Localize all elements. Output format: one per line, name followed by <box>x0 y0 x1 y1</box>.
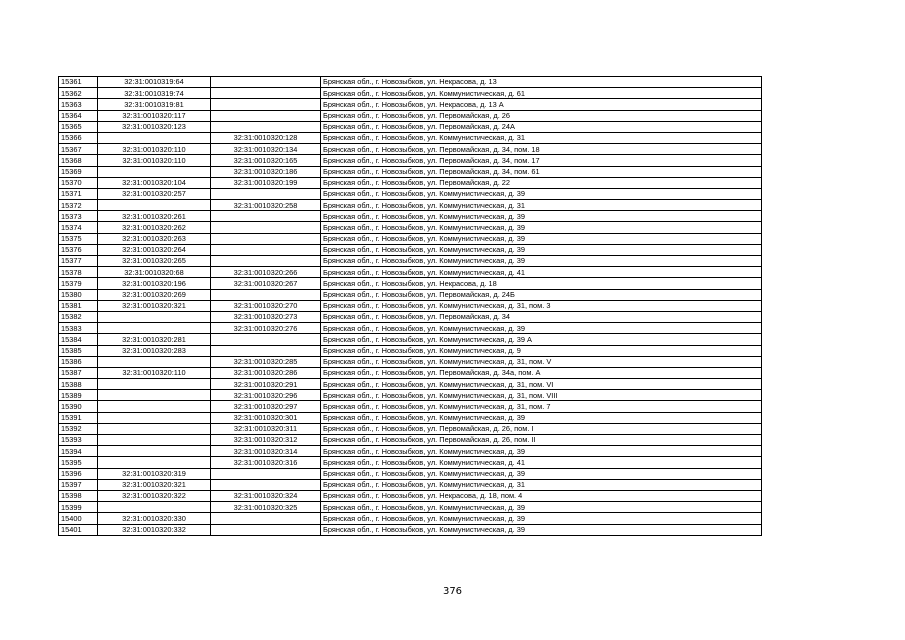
table-row <box>59 412 762 423</box>
row-number-cell: 15374 <box>59 222 98 233</box>
table-row <box>59 110 762 121</box>
row-number-cell: 15365 <box>59 121 98 132</box>
cadastral-number-cell <box>211 345 321 356</box>
table-row <box>59 289 762 300</box>
row-number-cell: 15386 <box>59 356 98 367</box>
address-cell: Брянская обл., г. Новозыбков, ул. Первомайская, д. 34, пом. 18 <box>321 144 762 155</box>
address-cell: Брянская обл., г. Новозыбков, ул. Первомайская, д. 26 <box>321 110 762 121</box>
address-cell: Брянская обл., г. Новозыбков, ул. Первомайская, д. 26, пом. II <box>321 435 762 446</box>
row-number-cell: 15381 <box>59 300 98 311</box>
row-number-cell: 15396 <box>59 468 98 479</box>
address-cell: Брянская обл., г. Новозыбков, ул. Некрасова, д. 13 <box>321 77 762 88</box>
table-row <box>59 513 762 524</box>
address-cell: Брянская обл., г. Новозыбков, ул. Коммунистическая, д. 41 <box>321 267 762 278</box>
row-number-cell: 15395 <box>59 457 98 468</box>
row-number-cell: 15363 <box>59 99 98 110</box>
parent-cadastral-number-cell: 32:31:0010320:332 <box>98 524 211 535</box>
address-cell: Брянская обл., г. Новозыбков, ул. Коммунистическая, д. 39 <box>321 256 762 267</box>
parent-cadastral-number-cell <box>98 412 211 423</box>
parent-cadastral-number-cell <box>98 132 211 143</box>
address-cell: Брянская обл., г. Новозыбков, ул. Коммунистическая, д. 61 <box>321 88 762 99</box>
parent-cadastral-number-cell: 32:31:0010320:261 <box>98 211 211 222</box>
page-number: 376 <box>442 586 463 597</box>
cadastral-number-cell: 32:31:0010320:311 <box>211 423 321 434</box>
address-cell: Брянская обл., г. Новозыбков, ул. Некрасова, д. 18 <box>321 278 762 289</box>
table-row <box>59 188 762 199</box>
parent-cadastral-number-cell: 32:31:0010320:196 <box>98 278 211 289</box>
parent-cadastral-number-cell: 32:31:0010320:281 <box>98 334 211 345</box>
address-cell: Брянская обл., г. Новозыбков, ул. Первомайская, д. 24А <box>321 121 762 132</box>
parent-cadastral-number-cell: 32:31:0010320:321 <box>98 479 211 490</box>
table-row <box>59 222 762 233</box>
address-cell: Брянская обл., г. Новозыбков, ул. Коммунистическая, д. 39 <box>321 211 762 222</box>
table-row <box>59 490 762 501</box>
address-cell: Брянская обл., г. Новозыбков, ул. Коммунистическая, д. 9 <box>321 345 762 356</box>
row-number-cell: 15388 <box>59 379 98 390</box>
row-number-cell: 15361 <box>59 77 98 88</box>
row-number-cell: 15398 <box>59 490 98 501</box>
cadastral-number-cell: 32:31:0010320:273 <box>211 311 321 322</box>
table-row <box>59 379 762 390</box>
table-row <box>59 502 762 513</box>
table-row <box>59 177 762 188</box>
table-row <box>59 300 762 311</box>
table-row <box>59 435 762 446</box>
row-number-cell: 15371 <box>59 188 98 199</box>
cadastral-number-cell: 32:31:0010320:258 <box>211 200 321 211</box>
table-row <box>59 423 762 434</box>
parent-cadastral-number-cell: 32:31:0010320:104 <box>98 177 211 188</box>
cadastral-number-cell: 32:31:0010320:128 <box>211 132 321 143</box>
parent-cadastral-number-cell: 32:31:0010320:269 <box>98 289 211 300</box>
cadastral-number-cell <box>211 513 321 524</box>
row-number-cell: 15369 <box>59 166 98 177</box>
address-cell: Брянская обл., г. Новозыбков, ул. Первомайская, д. 22 <box>321 177 762 188</box>
row-number-cell: 15362 <box>59 88 98 99</box>
parent-cadastral-number-cell <box>98 323 211 334</box>
cadastral-number-cell <box>211 479 321 490</box>
table-row <box>59 132 762 143</box>
row-number-cell: 15377 <box>59 256 98 267</box>
cadastral-number-cell: 32:31:0010320:291 <box>211 379 321 390</box>
cadastral-number-cell: 32:31:0010320:286 <box>211 367 321 378</box>
registry-table <box>58 76 762 536</box>
cadastral-number-cell: 32:31:0010320:301 <box>211 412 321 423</box>
table-row <box>59 233 762 244</box>
parent-cadastral-number-cell <box>98 390 211 401</box>
parent-cadastral-number-cell: 32:31:0010320:68 <box>98 267 211 278</box>
parent-cadastral-number-cell <box>98 379 211 390</box>
parent-cadastral-number-cell <box>98 401 211 412</box>
table-row <box>59 334 762 345</box>
row-number-cell: 15367 <box>59 144 98 155</box>
registry-table-body <box>59 77 762 536</box>
address-cell: Брянская обл., г. Новозыбков, ул. Некрасова, д. 18, пом. 4 <box>321 490 762 501</box>
cadastral-number-cell <box>211 110 321 121</box>
cadastral-number-cell: 32:31:0010320:296 <box>211 390 321 401</box>
table-row <box>59 356 762 367</box>
row-number-cell: 15383 <box>59 323 98 334</box>
address-cell: Брянская обл., г. Новозыбков, ул. Коммунистическая, д. 31, пом. V <box>321 356 762 367</box>
cadastral-number-cell <box>211 334 321 345</box>
cadastral-number-cell <box>211 99 321 110</box>
row-number-cell: 15364 <box>59 110 98 121</box>
cadastral-number-cell: 32:31:0010320:316 <box>211 457 321 468</box>
address-cell: Брянская обл., г. Новозыбков, ул. Коммунистическая, д. 31 <box>321 132 762 143</box>
row-number-cell: 15399 <box>59 502 98 513</box>
address-cell: Брянская обл., г. Новозыбков, ул. Коммунистическая, д. 39 <box>321 513 762 524</box>
address-cell: Брянская обл., г. Новозыбков, ул. Коммунистическая, д. 39 <box>321 502 762 513</box>
table-row <box>59 367 762 378</box>
address-cell: Брянская обл., г. Новозыбков, ул. Первомайская, д. 34, пом. 61 <box>321 166 762 177</box>
cadastral-number-cell <box>211 77 321 88</box>
parent-cadastral-number-cell: 32:31:0010320:283 <box>98 345 211 356</box>
row-number-cell: 15393 <box>59 435 98 446</box>
cadastral-number-cell: 32:31:0010320:285 <box>211 356 321 367</box>
row-number-cell: 15385 <box>59 345 98 356</box>
table-row <box>59 311 762 322</box>
parent-cadastral-number-cell: 32:31:0010319:81 <box>98 99 211 110</box>
row-number-cell: 15376 <box>59 244 98 255</box>
row-number-cell: 15372 <box>59 200 98 211</box>
parent-cadastral-number-cell <box>98 446 211 457</box>
cadastral-number-cell <box>211 233 321 244</box>
row-number-cell: 15389 <box>59 390 98 401</box>
cadastral-number-cell: 32:31:0010320:312 <box>211 435 321 446</box>
table-row <box>59 244 762 255</box>
parent-cadastral-number-cell: 32:31:0010319:74 <box>98 88 211 99</box>
row-number-cell: 15387 <box>59 367 98 378</box>
address-cell: Брянская обл., г. Новозыбков, ул. Коммунистическая, д. 39 <box>321 222 762 233</box>
row-number-cell: 15397 <box>59 479 98 490</box>
table-row <box>59 200 762 211</box>
parent-cadastral-number-cell <box>98 311 211 322</box>
table-row <box>59 323 762 334</box>
row-number-cell: 15382 <box>59 311 98 322</box>
parent-cadastral-number-cell: 32:31:0010319:64 <box>98 77 211 88</box>
address-cell: Брянская обл., г. Новозыбков, ул. Первомайская, д. 34а, пом. А <box>321 367 762 378</box>
table-row <box>59 144 762 155</box>
parent-cadastral-number-cell <box>98 356 211 367</box>
row-number-cell: 15368 <box>59 155 98 166</box>
parent-cadastral-number-cell: 32:31:0010320:262 <box>98 222 211 233</box>
cadastral-number-cell <box>211 289 321 300</box>
address-cell: Брянская обл., г. Новозыбков, ул. Первомайская, д. 34, пом. 17 <box>321 155 762 166</box>
parent-cadastral-number-cell: 32:31:0010320:117 <box>98 110 211 121</box>
address-cell: Брянская обл., г. Новозыбков, ул. Первомайская, д. 24Б <box>321 289 762 300</box>
row-number-cell: 15375 <box>59 233 98 244</box>
table-row <box>59 479 762 490</box>
address-cell: Брянская обл., г. Новозыбков, ул. Коммунистическая, д. 39 <box>321 446 762 457</box>
cadastral-number-cell <box>211 88 321 99</box>
cadastral-number-cell: 32:31:0010320:199 <box>211 177 321 188</box>
parent-cadastral-number-cell: 32:31:0010320:319 <box>98 468 211 479</box>
parent-cadastral-number-cell: 32:31:0010320:263 <box>98 233 211 244</box>
table-row <box>59 99 762 110</box>
address-cell: Брянская обл., г. Новозыбков, ул. Коммунистическая, д. 39 <box>321 188 762 199</box>
table-row <box>59 166 762 177</box>
table-row <box>59 390 762 401</box>
parent-cadastral-number-cell: 32:31:0010320:330 <box>98 513 211 524</box>
cadastral-number-cell <box>211 468 321 479</box>
cadastral-number-cell: 32:31:0010320:266 <box>211 267 321 278</box>
row-number-cell: 15390 <box>59 401 98 412</box>
table-row <box>59 446 762 457</box>
table-row <box>59 256 762 267</box>
address-cell: Брянская обл., г. Новозыбков, ул. Коммунистическая, д. 31, пом. 7 <box>321 401 762 412</box>
address-cell: Брянская обл., г. Новозыбков, ул. Коммунистическая, д. 31, пом. VIII <box>321 390 762 401</box>
table-row <box>59 278 762 289</box>
row-number-cell: 15392 <box>59 423 98 434</box>
address-cell: Брянская обл., г. Новозыбков, ул. Коммунистическая, д. 31 <box>321 479 762 490</box>
row-number-cell: 15391 <box>59 412 98 423</box>
address-cell: Брянская обл., г. Новозыбков, ул. Коммунистическая, д. 39 <box>321 524 762 535</box>
address-cell: Брянская обл., г. Новозыбков, ул. Первомайская, д. 34 <box>321 311 762 322</box>
table-row <box>59 88 762 99</box>
parent-cadastral-number-cell <box>98 502 211 513</box>
cadastral-number-cell: 32:31:0010320:134 <box>211 144 321 155</box>
cadastral-number-cell: 32:31:0010320:314 <box>211 446 321 457</box>
address-cell: Брянская обл., г. Новозыбков, ул. Коммунистическая, д. 41 <box>321 457 762 468</box>
row-number-cell: 15366 <box>59 132 98 143</box>
parent-cadastral-number-cell: 32:31:0010320:322 <box>98 490 211 501</box>
parent-cadastral-number-cell: 32:31:0010320:123 <box>98 121 211 132</box>
table-row <box>59 468 762 479</box>
cadastral-number-cell <box>211 244 321 255</box>
address-cell: Брянская обл., г. Новозыбков, ул. Некрасова, д. 13 А <box>321 99 762 110</box>
parent-cadastral-number-cell <box>98 200 211 211</box>
address-cell: Брянская обл., г. Новозыбков, ул. Коммунистическая, д. 39 <box>321 244 762 255</box>
row-number-cell: 15394 <box>59 446 98 457</box>
address-cell: Брянская обл., г. Новозыбков, ул. Коммунистическая, д. 39 А <box>321 334 762 345</box>
parent-cadastral-number-cell <box>98 435 211 446</box>
parent-cadastral-number-cell: 32:31:0010320:265 <box>98 256 211 267</box>
address-cell: Брянская обл., г. Новозыбков, ул. Коммунистическая, д. 31, пом. 3 <box>321 300 762 311</box>
cadastral-number-cell <box>211 188 321 199</box>
row-number-cell: 15373 <box>59 211 98 222</box>
row-number-cell: 15400 <box>59 513 98 524</box>
cadastral-number-cell: 32:31:0010320:324 <box>211 490 321 501</box>
table-row <box>59 457 762 468</box>
cadastral-number-cell: 32:31:0010320:276 <box>211 323 321 334</box>
parent-cadastral-number-cell <box>98 457 211 468</box>
address-cell: Брянская обл., г. Новозыбков, ул. Первомайская, д. 26, пом. I <box>321 423 762 434</box>
address-cell: Брянская обл., г. Новозыбков, ул. Коммунистическая, д. 39 <box>321 323 762 334</box>
cadastral-number-cell: 32:31:0010320:186 <box>211 166 321 177</box>
cadastral-number-cell <box>211 222 321 233</box>
parent-cadastral-number-cell <box>98 423 211 434</box>
parent-cadastral-number-cell: 32:31:0010320:110 <box>98 155 211 166</box>
address-cell: Брянская обл., г. Новозыбков, ул. Коммунистическая, д. 39 <box>321 468 762 479</box>
parent-cadastral-number-cell: 32:31:0010320:110 <box>98 367 211 378</box>
address-cell: Брянская обл., г. Новозыбков, ул. Коммунистическая, д. 39 <box>321 412 762 423</box>
row-number-cell: 15378 <box>59 267 98 278</box>
cadastral-number-cell <box>211 256 321 267</box>
table-row <box>59 524 762 535</box>
cadastral-number-cell: 32:31:0010320:325 <box>211 502 321 513</box>
table-row <box>59 77 762 88</box>
parent-cadastral-number-cell: 32:31:0010320:110 <box>98 144 211 155</box>
row-number-cell: 15379 <box>59 278 98 289</box>
parent-cadastral-number-cell: 32:31:0010320:321 <box>98 300 211 311</box>
table-row <box>59 155 762 166</box>
table-row <box>59 211 762 222</box>
table-row <box>59 121 762 132</box>
row-number-cell: 15380 <box>59 289 98 300</box>
row-number-cell: 15370 <box>59 177 98 188</box>
parent-cadastral-number-cell <box>98 166 211 177</box>
table-row <box>59 401 762 412</box>
parent-cadastral-number-cell: 32:31:0010320:257 <box>98 188 211 199</box>
cadastral-number-cell <box>211 524 321 535</box>
cadastral-number-cell: 32:31:0010320:165 <box>211 155 321 166</box>
cadastral-number-cell: 32:31:0010320:267 <box>211 278 321 289</box>
cadastral-number-cell <box>211 121 321 132</box>
table-row <box>59 267 762 278</box>
cadastral-number-cell: 32:31:0010320:270 <box>211 300 321 311</box>
parent-cadastral-number-cell: 32:31:0010320:264 <box>98 244 211 255</box>
table-row <box>59 345 762 356</box>
cadastral-number-cell <box>211 211 321 222</box>
address-cell: Брянская обл., г. Новозыбков, ул. Коммунистическая, д. 31, пом. VI <box>321 379 762 390</box>
row-number-cell: 15401 <box>59 524 98 535</box>
row-number-cell: 15384 <box>59 334 98 345</box>
cadastral-number-cell: 32:31:0010320:297 <box>211 401 321 412</box>
address-cell: Брянская обл., г. Новозыбков, ул. Коммунистическая, д. 39 <box>321 233 762 244</box>
address-cell: Брянская обл., г. Новозыбков, ул. Коммунистическая, д. 31 <box>321 200 762 211</box>
